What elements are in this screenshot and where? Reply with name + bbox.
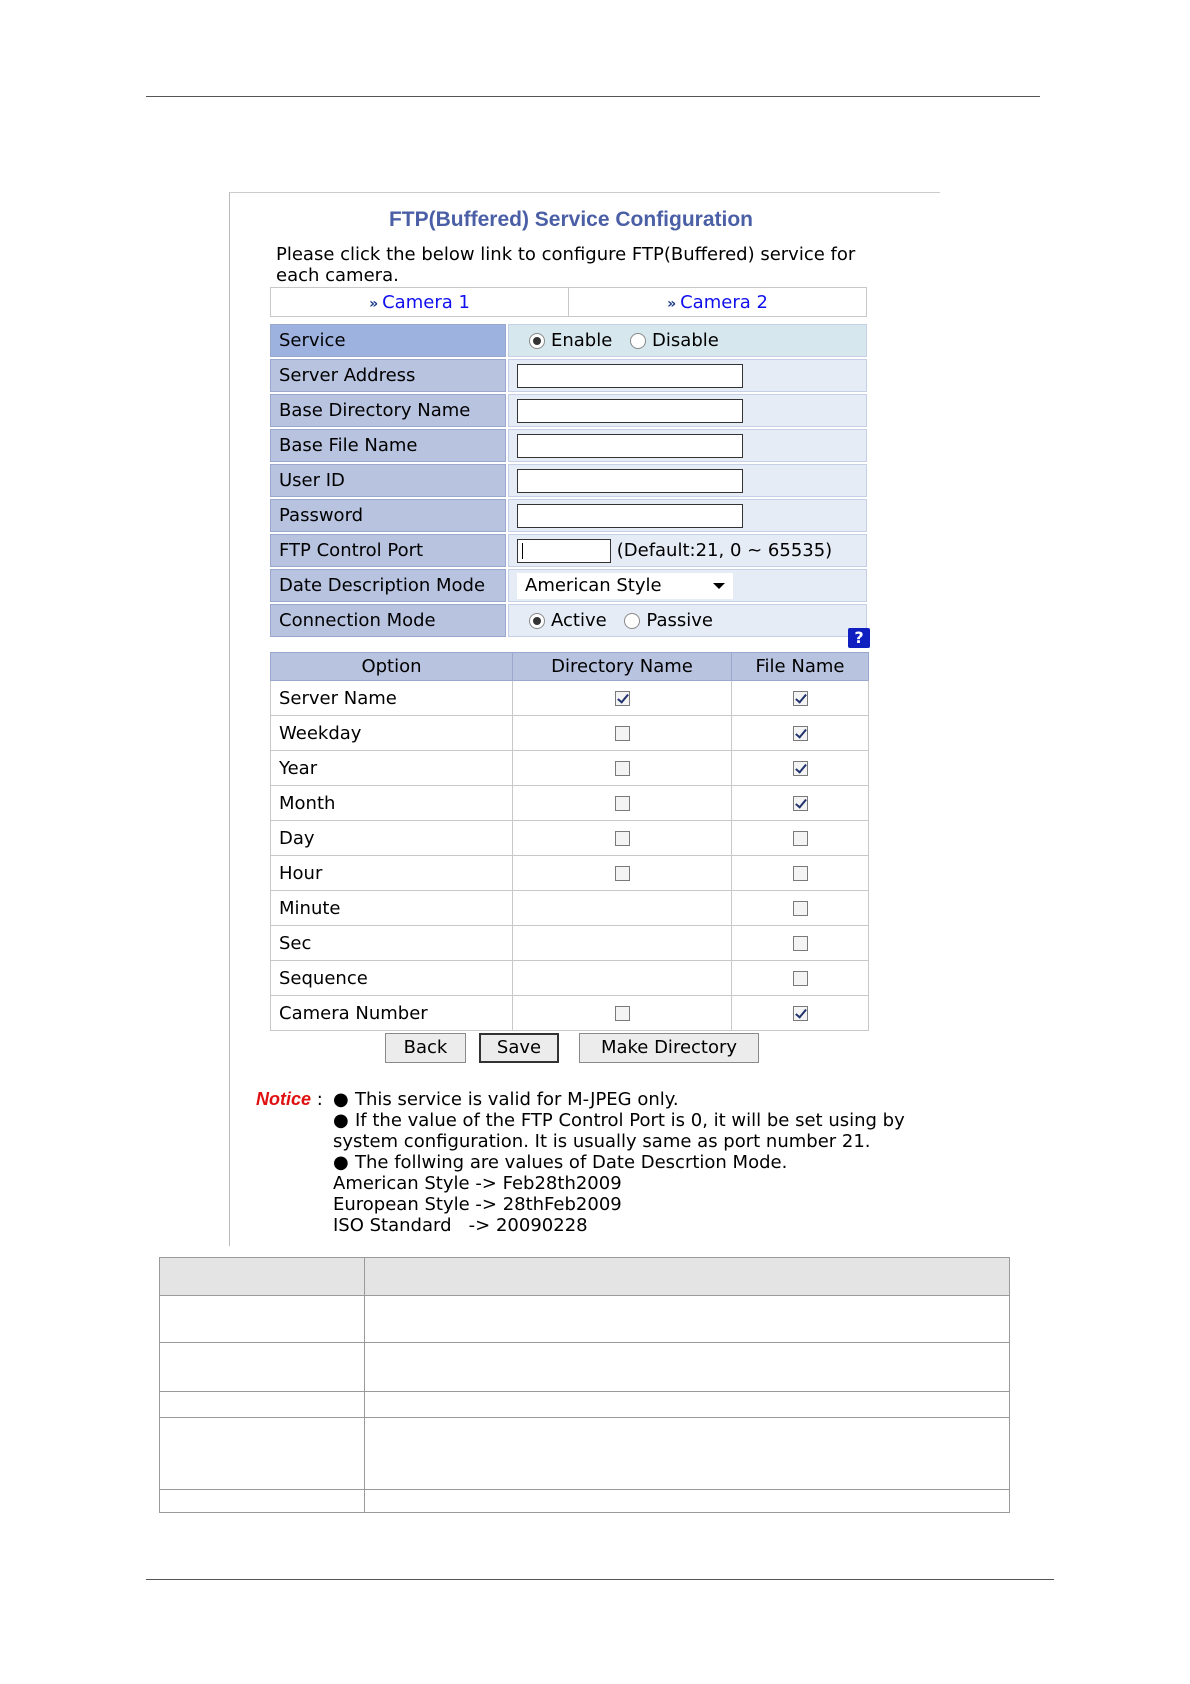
file-name-checkbox[interactable] bbox=[793, 761, 808, 776]
directory-name-cell bbox=[513, 821, 732, 856]
directory-name-cell bbox=[513, 786, 732, 821]
config-table: Service Enable Disable Server Address Base Directory Name Base File Name User ID Password FTP Control Port (Default:21, 0 ~ 65535) Date Description Mode American Style Connection Mode Active Passive bbox=[268, 322, 869, 639]
directory-name-checkbox[interactable] bbox=[615, 796, 630, 811]
user-id-label: User ID bbox=[270, 464, 506, 497]
service-disable-radio[interactable] bbox=[630, 333, 646, 349]
make-directory-button[interactable]: Make Directory bbox=[579, 1033, 759, 1063]
password-input[interactable] bbox=[517, 504, 743, 528]
connection-active-radio[interactable] bbox=[529, 613, 545, 629]
directory-name-cell bbox=[513, 996, 732, 1031]
directory-name-checkbox[interactable] bbox=[615, 761, 630, 776]
notice-european: European Style -> 28thFeb2009 bbox=[333, 1194, 622, 1215]
file-name-checkbox[interactable] bbox=[793, 866, 808, 881]
ftp-port-hint: (Default:21, 0 ~ 65535) bbox=[616, 539, 833, 561]
question-icon[interactable]: ? bbox=[848, 628, 870, 648]
table-row bbox=[271, 821, 869, 856]
date-mode-label: Date Description Mode bbox=[270, 569, 506, 602]
notice-iso: ISO Standard -> 20090228 bbox=[333, 1215, 588, 1236]
file-name-checkbox[interactable] bbox=[793, 971, 808, 986]
file-name-cell bbox=[732, 786, 869, 821]
file-name-cell bbox=[732, 961, 869, 996]
desc-cell bbox=[160, 1418, 365, 1490]
double-chevron-icon: » bbox=[369, 295, 379, 312]
file-name-cell bbox=[732, 996, 869, 1031]
file-name-checkbox[interactable] bbox=[793, 796, 808, 811]
base-directory-input[interactable] bbox=[517, 399, 743, 423]
base-file-label: Base File Name bbox=[270, 429, 506, 462]
file-name-checkbox[interactable] bbox=[793, 901, 808, 916]
description-table bbox=[159, 1257, 1010, 1513]
file-name-cell bbox=[732, 681, 869, 716]
table-row bbox=[271, 961, 869, 996]
notice-american: American Style -> Feb28th2009 bbox=[333, 1173, 622, 1194]
option-name: Hour bbox=[271, 856, 513, 891]
option-name: Sec bbox=[271, 926, 513, 961]
option-name: Minute bbox=[271, 891, 513, 926]
service-label: Service bbox=[270, 324, 506, 357]
directory-name-cell bbox=[513, 751, 732, 786]
directory-name-checkbox[interactable] bbox=[615, 1006, 630, 1021]
directory-name-cell bbox=[513, 926, 732, 961]
option-header: Option bbox=[271, 653, 513, 681]
date-mode-select[interactable]: American Style bbox=[517, 573, 733, 599]
directory-name-cell bbox=[513, 961, 732, 996]
camera-2-link[interactable]: » Camera 2 bbox=[569, 288, 867, 317]
file-name-header: File Name bbox=[732, 653, 869, 681]
table-row bbox=[271, 891, 869, 926]
service-enable-radio[interactable] bbox=[529, 333, 545, 349]
back-button[interactable]: Back bbox=[385, 1033, 466, 1063]
connection-mode-label: Connection Mode bbox=[270, 604, 506, 637]
table-row bbox=[271, 716, 869, 751]
camera-links bbox=[270, 287, 867, 317]
desc-header-cell bbox=[160, 1258, 365, 1296]
file-name-checkbox[interactable] bbox=[793, 691, 808, 706]
directory-name-cell bbox=[513, 716, 732, 751]
base-file-input[interactable] bbox=[517, 434, 743, 458]
file-name-cell bbox=[732, 891, 869, 926]
ftp-port-input[interactable] bbox=[517, 539, 611, 563]
desc-cell bbox=[365, 1392, 1010, 1418]
table-row bbox=[271, 786, 869, 821]
directory-name-cell bbox=[513, 681, 732, 716]
file-name-checkbox[interactable] bbox=[793, 726, 808, 741]
notice-block: Notice : ● This service is valid for M-JPEG only. ● If the value of the FTP Control Port is 0, it will be set using by system configuration. It is usually same as port number 21. ● The follwing are values of Date Descrtion Mode. American Style -> Feb28th2009 European Style -> 28thFeb2009 ISO Standard -> 20090228 bbox=[256, 1089, 323, 1110]
desc-cell bbox=[160, 1490, 365, 1513]
ftp-port-label: FTP Control Port bbox=[270, 534, 506, 567]
options-table bbox=[270, 652, 869, 1031]
desc-cell bbox=[160, 1392, 365, 1418]
table-row bbox=[271, 681, 869, 716]
desc-header-cell bbox=[365, 1258, 1010, 1296]
top-rule bbox=[146, 96, 1040, 97]
bottom-rule bbox=[146, 1579, 1054, 1580]
password-label: Password bbox=[270, 499, 506, 532]
option-name: Weekday bbox=[271, 716, 513, 751]
double-chevron-icon: » bbox=[667, 295, 677, 312]
option-name: Camera Number bbox=[271, 996, 513, 1031]
intro-text: Please click the below link to configure FTP(Buffered) service for each camera. bbox=[276, 244, 856, 286]
desc-cell bbox=[160, 1343, 365, 1392]
table-row bbox=[271, 926, 869, 961]
directory-name-cell bbox=[513, 891, 732, 926]
notice-bullet-2-cont: system configuration. It is usually same as port number 21. bbox=[333, 1131, 871, 1152]
table-row bbox=[271, 856, 869, 891]
dropdown-arrow-icon bbox=[713, 583, 725, 589]
option-name: Server Name bbox=[271, 681, 513, 716]
file-name-cell bbox=[732, 716, 869, 751]
notice-bullet-3: The follwing are values of Date Descrtion Mode. bbox=[355, 1152, 788, 1173]
connection-passive-radio[interactable] bbox=[624, 613, 640, 629]
directory-name-cell bbox=[513, 856, 732, 891]
option-name: Month bbox=[271, 786, 513, 821]
user-id-input[interactable] bbox=[517, 469, 743, 493]
option-name: Day bbox=[271, 821, 513, 856]
base-directory-label: Base Directory Name bbox=[270, 394, 506, 427]
table-row bbox=[271, 751, 869, 786]
desc-cell bbox=[160, 1296, 365, 1343]
file-name-cell bbox=[732, 821, 869, 856]
file-name-checkbox[interactable] bbox=[793, 1006, 808, 1021]
option-name: Year bbox=[271, 751, 513, 786]
notice-bullet-2: If the value of the FTP Control Port is 0, it will be set using by bbox=[355, 1110, 905, 1131]
desc-cell bbox=[365, 1296, 1010, 1343]
desc-cell bbox=[365, 1418, 1010, 1490]
desc-cell bbox=[365, 1343, 1010, 1392]
camera-1-link[interactable]: » Camera 1 bbox=[271, 288, 569, 317]
directory-name-checkbox[interactable] bbox=[615, 726, 630, 741]
notice-bullet-1: This service is valid for M-JPEG only. bbox=[355, 1089, 679, 1110]
directory-name-checkbox[interactable] bbox=[615, 831, 630, 846]
server-address-label: Server Address bbox=[270, 359, 506, 392]
server-address-input[interactable] bbox=[517, 364, 743, 388]
save-button[interactable]: Save bbox=[479, 1033, 559, 1063]
notice-label: Notice bbox=[256, 1089, 312, 1109]
directory-name-header: Directory Name bbox=[513, 653, 732, 681]
directory-name-checkbox[interactable] bbox=[615, 691, 630, 706]
file-name-checkbox[interactable] bbox=[793, 936, 808, 951]
option-name: Sequence bbox=[271, 961, 513, 996]
table-row bbox=[271, 996, 869, 1031]
directory-name-checkbox[interactable] bbox=[615, 866, 630, 881]
file-name-checkbox[interactable] bbox=[793, 831, 808, 846]
desc-cell bbox=[365, 1490, 1010, 1513]
file-name-cell bbox=[732, 751, 869, 786]
file-name-cell bbox=[732, 856, 869, 891]
file-name-cell bbox=[732, 926, 869, 961]
page-title: FTP(Buffered) Service Configuration bbox=[388, 208, 754, 231]
